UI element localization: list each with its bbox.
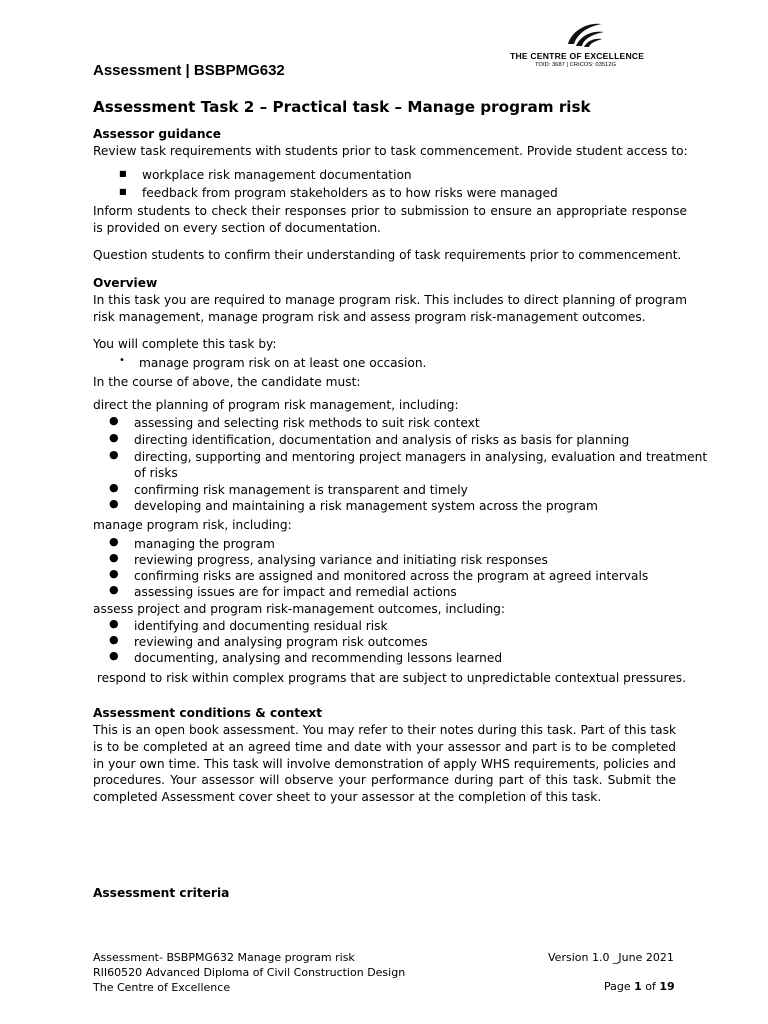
bullet-icon: ● [109,649,119,662]
bullet-icon: ● [109,414,119,427]
question-paragraph: Question students to confirm their understanding of task requirements prior to commencement. [93,248,682,262]
logo-name: THE CENTRE OF EXCELLENCE [510,51,645,61]
bullet-icon: ● [109,481,119,494]
assessor-guidance-heading: Assessor guidance [93,127,222,141]
conditions-heading: Assessment conditions & context [93,706,323,720]
bullet-icon: ● [109,583,119,596]
logo-sub: TOID: 3687 | CRICOS: 03512G [535,62,616,68]
square-bullet-icon: ■ [119,187,127,196]
inform-paragraph: Inform students to check their responses prior to submission to ensure an appropriate response is provided on every section of documentation. [93,204,687,235]
bullet-icon: ● [109,431,119,444]
overview-paragraph: In this task you are required to manage program risk. This includes to direct planning of program risk management, manage program risk and assess program risk-management outcomes. [93,293,687,324]
conditions-paragraph: This is an open book assessment. You may refer to their notes during this task. Part of this task is to be completed at an agreed time and date with your assessor and part is to be completed in your own time. This task will involve demonstration of apply WHS requirements, policies and procedures. Your assessor will observe your performance during part of this task. Submit the completed Assessment cover sheet to your assessor at the completion of this task. [93,723,676,805]
footer-unit: Assessment- BSBPMG632 Manage program risk [93,951,355,964]
bullet-icon: ● [109,551,119,564]
bullet-icon: ● [109,617,119,630]
task-title: Assessment Task 2 – Practical task – Manage program risk [93,98,591,116]
bullet-icon: ● [109,497,119,510]
footer-qualification: RII60520 Advanced Diploma of Civil Construction Design [93,966,406,979]
page-number: Page 1 of 19 [604,980,675,993]
complete-intro: You will complete this task by: [93,337,277,351]
bullet-icon: ● [109,448,119,461]
logo-swoosh-icon [562,20,606,50]
assessor-guidance-intro: Review task requirements with students prior to task commencement. Provide student access to: [93,144,688,158]
respond-paragraph: respond to risk within complex programs that are subject to unpredictable contextual pressures. [93,671,686,685]
square-bullet-icon: ■ [119,169,127,178]
bullet-icon: ● [109,567,119,580]
criteria-heading: Assessment criteria [93,886,230,900]
bullet-icon: • [119,355,125,366]
company-logo [510,20,650,72]
manage-heading: manage program risk, including: [93,518,292,532]
overview-heading: Overview [93,276,158,290]
header-title: Assessment | BSBPMG632 [93,62,285,79]
assess-heading: assess project and program risk-management outcomes, including: [93,602,506,616]
direct-heading: direct the planning of program risk management, including: [93,398,459,412]
bullet-icon: ● [109,633,119,646]
footer-organisation: The Centre of Excellence [93,981,231,994]
course-paragraph: In the course of above, the candidate must: [93,375,361,389]
bullet-icon: ● [109,535,119,548]
footer-version: Version 1.0 _June 2021 [548,951,674,964]
